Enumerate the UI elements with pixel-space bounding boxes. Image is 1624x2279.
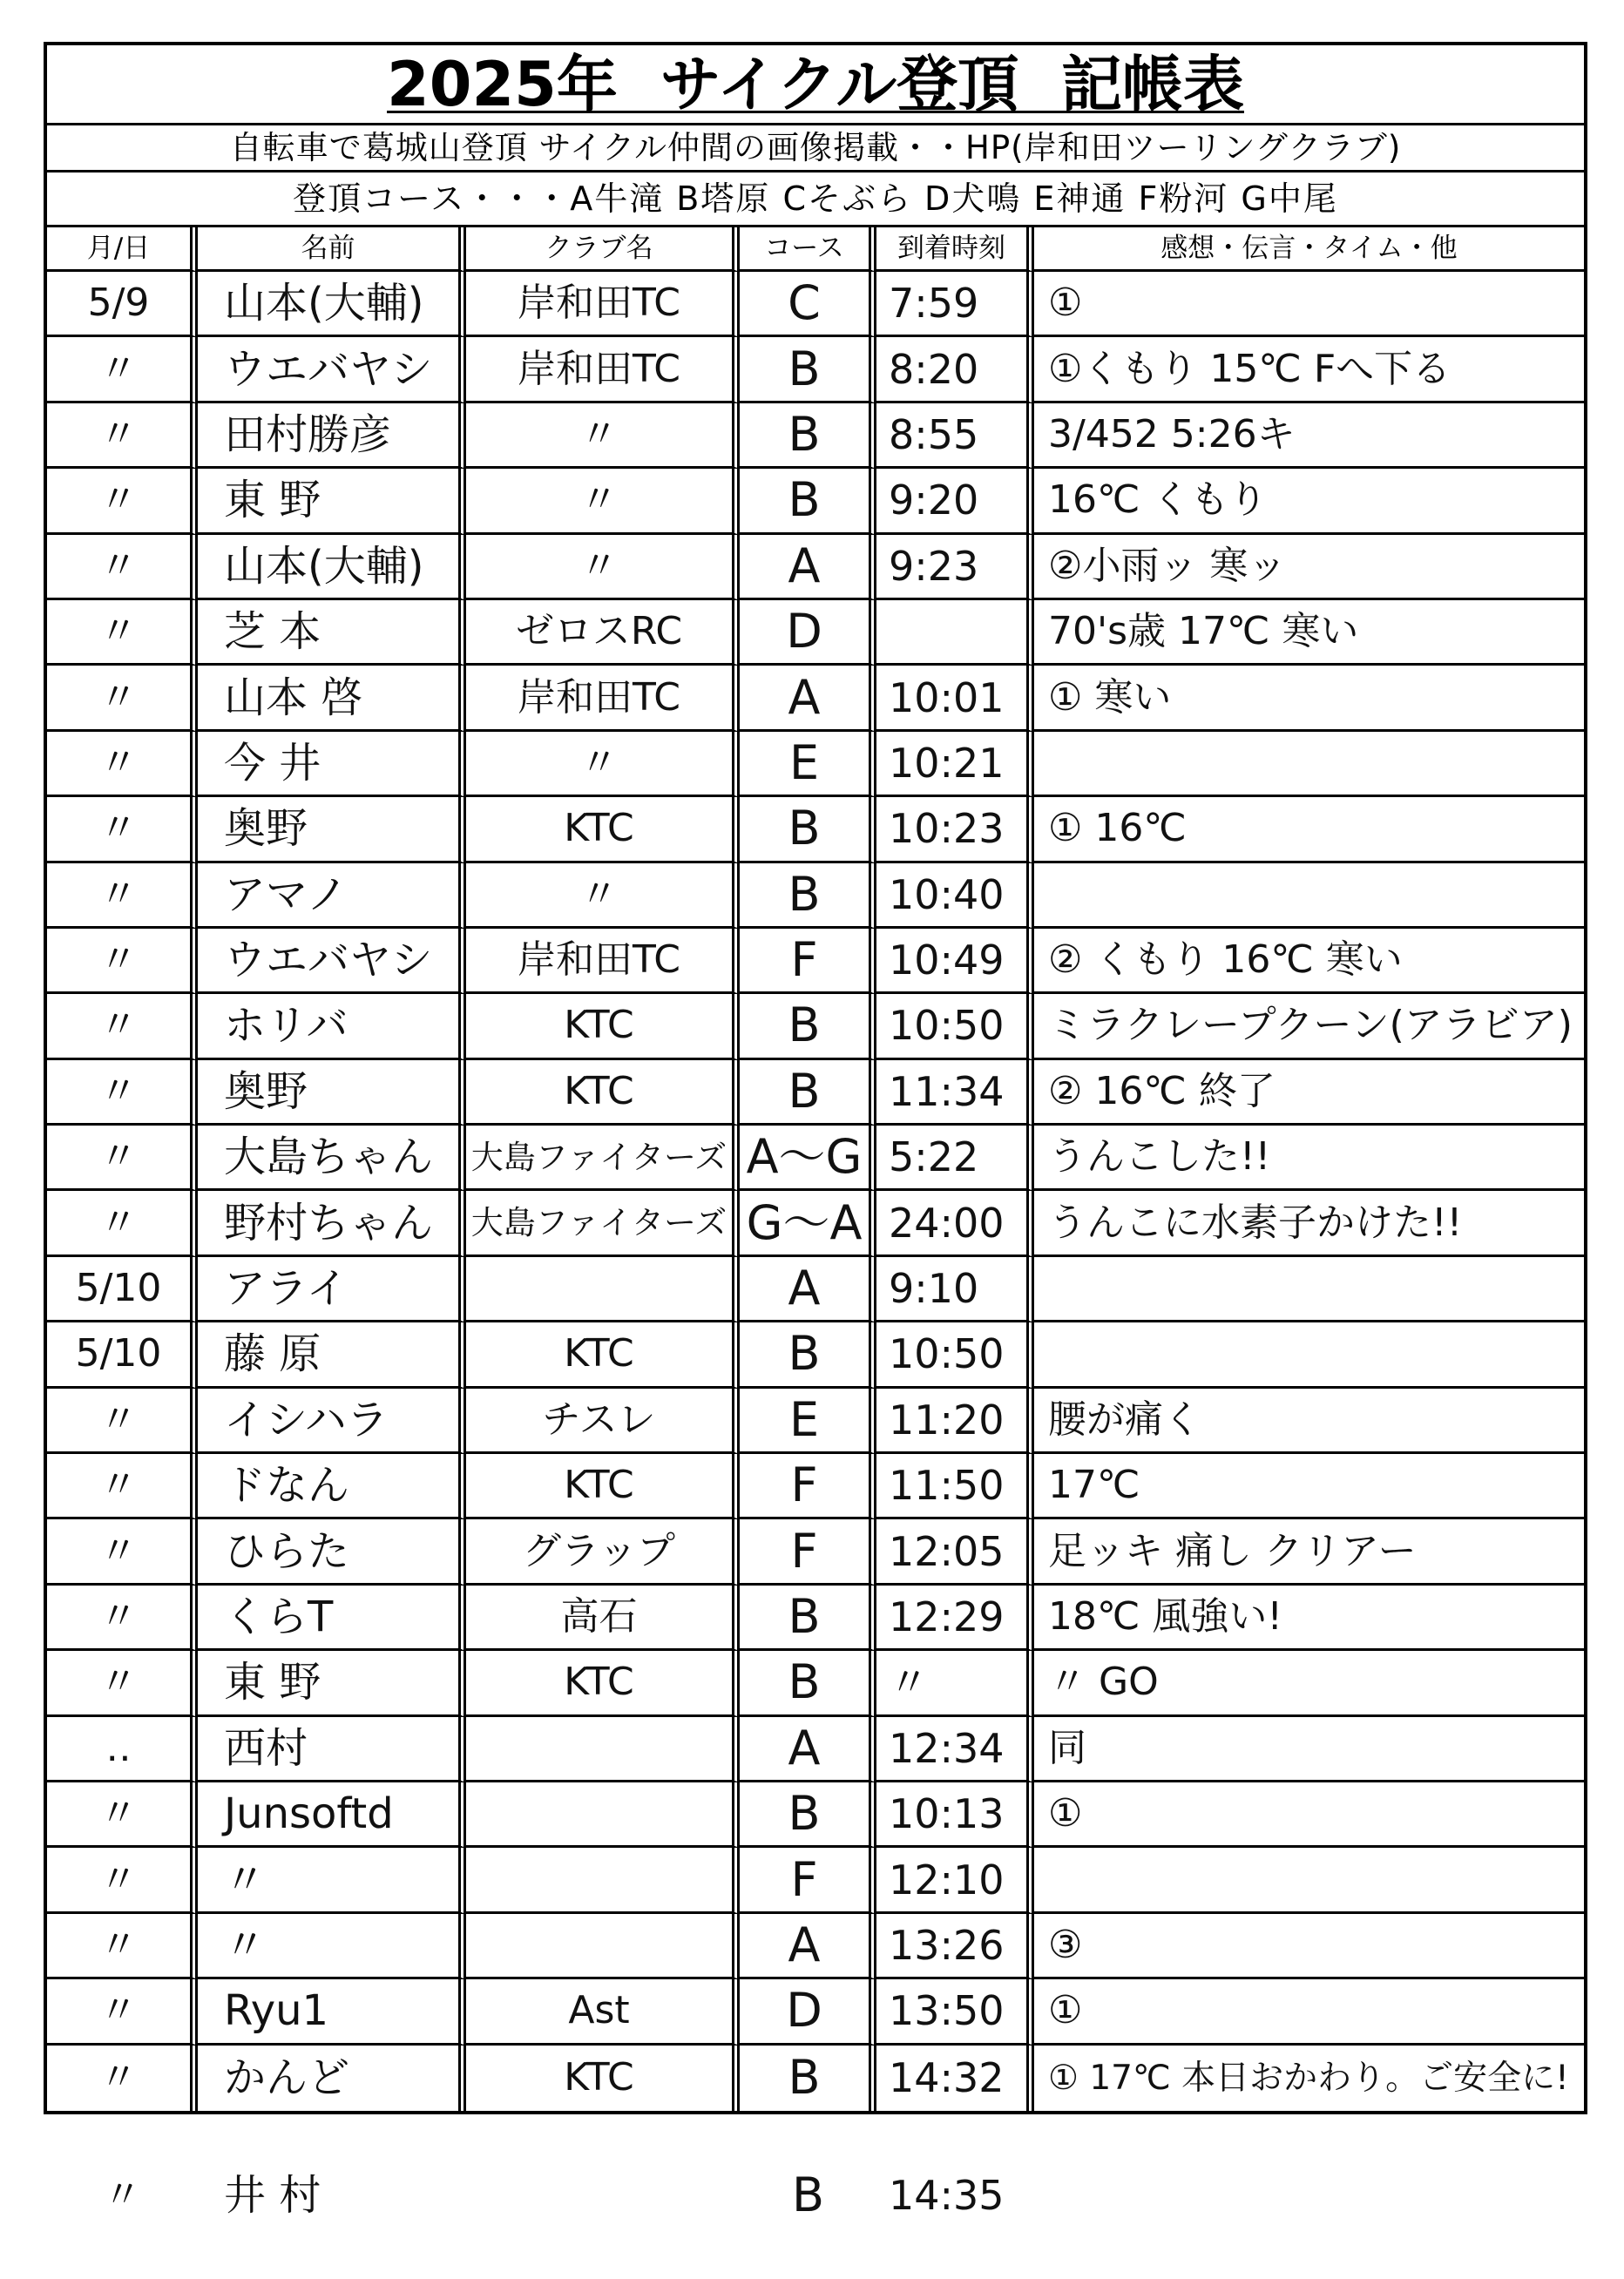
course-cell: F xyxy=(740,1848,876,1913)
time-cell: 10:50 xyxy=(876,994,1034,1059)
note-cell: ① xyxy=(1034,1979,1584,2045)
club-cell: KTC xyxy=(466,994,740,1059)
time-cell: 13:50 xyxy=(876,1979,1034,2045)
name-cell: 野村ちゃん xyxy=(198,1191,466,1256)
time-cell: 10:40 xyxy=(876,863,1034,929)
course-cell: B xyxy=(740,2046,876,2111)
name-cell: ホリバ xyxy=(198,994,466,1059)
name-cell: Junsoftd xyxy=(198,1782,466,1848)
note-cell xyxy=(1034,2161,1584,2230)
name-cell: 西村 xyxy=(198,1717,466,1782)
time-cell: 11:34 xyxy=(876,1060,1034,1126)
date-cell: 〃 xyxy=(47,1586,198,1651)
time-cell: 12:34 xyxy=(876,1717,1034,1782)
course-cell: A〜G xyxy=(740,1126,876,1191)
time-cell: 13:26 xyxy=(876,1914,1034,1979)
name-cell: 山本 啓 xyxy=(198,666,466,731)
club-cell: 大島ファイターズ xyxy=(466,1126,740,1191)
note-cell: ミラクレープクーン(アラビア) xyxy=(1034,994,1584,1059)
log-sheet xyxy=(44,42,1587,2114)
note-cell: 16℃ くもり xyxy=(1034,469,1584,534)
column-header-date: 月/日 xyxy=(47,227,198,272)
date-cell: 〃 xyxy=(47,1519,198,1585)
course-cell: A xyxy=(740,1717,876,1782)
name-cell: 〃 xyxy=(198,1848,466,1913)
date-cell: ‥ xyxy=(47,1717,198,1782)
date-cell: 〃 xyxy=(47,1454,198,1519)
name-cell: ウエバヤシ xyxy=(198,929,466,994)
course-cell: B xyxy=(791,2167,825,2222)
course-cell: A xyxy=(740,535,876,600)
title-row xyxy=(47,45,1584,125)
club-cell xyxy=(466,1848,740,1913)
club-cell: 〃 xyxy=(466,403,740,469)
time-cell: 9:10 xyxy=(876,1257,1034,1322)
date-cell: 5/9 xyxy=(47,272,198,337)
time-cell: 14:32 xyxy=(876,2046,1034,2111)
club-cell: 高石 xyxy=(466,1586,740,1651)
note-cell xyxy=(1034,1322,1584,1388)
name-cell: 奥野 xyxy=(198,797,466,862)
club-cell xyxy=(466,2161,740,2230)
course-cell: B xyxy=(740,403,876,469)
name-cell: アマノ xyxy=(198,863,466,929)
date-cell: 〃 xyxy=(47,1979,198,2045)
sheet-title: 2025年 サイクル登頂 記帳表 xyxy=(387,48,1244,120)
course-cell: G〜A xyxy=(740,1191,876,1256)
date-cell: 〃 xyxy=(47,1782,198,1848)
note-cell: 18℃ 風強い! xyxy=(1034,1586,1584,1651)
name-cell: 山本(大輔) xyxy=(198,272,466,337)
time-cell: 11:50 xyxy=(876,1454,1034,1519)
note-cell xyxy=(1034,1848,1584,1913)
club-cell: Ast xyxy=(466,1979,740,2045)
sheet-subtitle: 自転車で葛城山登頂 サイクル仲間の画像掲載・・HP(岸和田ツーリングクラブ) xyxy=(47,125,1584,172)
note-cell xyxy=(1034,1257,1584,1322)
time-cell: 10:21 xyxy=(876,732,1034,797)
name-cell: 奥野 xyxy=(198,1060,466,1126)
time-cell: 9:23 xyxy=(876,535,1034,600)
club-cell xyxy=(466,1717,740,1782)
course-cell: B xyxy=(740,994,876,1059)
name-cell: くらT xyxy=(198,1586,466,1651)
date-cell: 〃 xyxy=(47,403,198,469)
date-cell: 〃 xyxy=(47,1848,198,1913)
log-table xyxy=(47,272,1584,2111)
time-cell: 8:20 xyxy=(876,337,1034,402)
name-cell: 〃 xyxy=(198,1914,466,1979)
date-cell: 〃 xyxy=(47,666,198,731)
course-cell: A xyxy=(740,666,876,731)
note-cell: 足ッキ 痛し クリアー xyxy=(1034,1519,1584,1585)
name-cell: 大島ちゃん xyxy=(198,1126,466,1191)
club-cell xyxy=(466,1914,740,1979)
club-cell: ゼロスRC xyxy=(466,600,740,666)
column-header-name: 名前 xyxy=(198,227,466,272)
time-cell: 8:55 xyxy=(876,403,1034,469)
name-cell: 田村勝彦 xyxy=(198,403,466,469)
column-header-course: コース xyxy=(740,227,876,272)
course-cell: D xyxy=(740,600,876,666)
club-cell: KTC xyxy=(466,1454,740,1519)
course-cell: C xyxy=(740,272,876,337)
course-cell: B xyxy=(740,797,876,862)
club-cell: KTC xyxy=(466,2046,740,2111)
club-cell: グラップ xyxy=(466,1519,740,1585)
date-cell: 〃 xyxy=(47,2046,198,2111)
course-cell: A xyxy=(740,1914,876,1979)
course-cell: E xyxy=(740,732,876,797)
club-cell: KTC xyxy=(466,797,740,862)
club-cell: KTC xyxy=(466,1651,740,1716)
note-cell: ① 17℃ 本日おかわり。ご安全に! xyxy=(1048,2058,1569,2098)
note-cell: ③ xyxy=(1034,1914,1584,1979)
note-cell: 3/452 5:26キ xyxy=(1034,403,1584,469)
time-cell: 10:01 xyxy=(876,666,1034,731)
date-cell: 〃 xyxy=(47,535,198,600)
note-cell: 同 xyxy=(1034,1717,1584,1782)
course-cell: B xyxy=(740,337,876,402)
club-cell: 〃 xyxy=(466,863,740,929)
name-cell: 今 井 xyxy=(198,732,466,797)
name-cell: ウエバヤシ xyxy=(198,337,466,402)
time-cell: 10:49 xyxy=(876,929,1034,994)
club-cell: 〃 xyxy=(466,732,740,797)
date-cell: 〃 xyxy=(47,1389,198,1454)
note-cell: うんこに水素子かけた!! xyxy=(1034,1191,1584,1256)
date-cell: 〃 xyxy=(103,2173,142,2217)
date-cell: 〃 xyxy=(47,797,198,862)
time-cell: 24:00 xyxy=(876,1191,1034,1256)
note-cell: ① 寒い xyxy=(1034,666,1584,731)
note-cell: ② くもり 16℃ 寒い xyxy=(1034,929,1584,994)
log-header xyxy=(47,227,1584,272)
time-cell: 12:29 xyxy=(876,1586,1034,1651)
name-cell: ドなん xyxy=(198,1454,466,1519)
time-cell: 〃 xyxy=(876,1651,1034,1716)
note-cell: ① xyxy=(1034,1782,1584,1848)
date-cell: 〃 xyxy=(47,929,198,994)
time-cell: 10:13 xyxy=(876,1782,1034,1848)
name-cell: 藤 原 xyxy=(198,1322,466,1388)
column-header-notes: 感想・伝言・タイム・他 xyxy=(1034,227,1584,272)
date-cell: 〃 xyxy=(47,469,198,534)
club-cell: 岸和田TC xyxy=(466,929,740,994)
note-cell: うんこした!! xyxy=(1034,1126,1584,1191)
course-legend: 登頂コース・・・A牛滝 B塔原 Cそぶら D犬鳴 E神通 F粉河 G中尾 xyxy=(47,172,1584,227)
date-cell: 〃 xyxy=(47,732,198,797)
date-cell: 〃 xyxy=(47,1914,198,1979)
column-header-club: クラブ名 xyxy=(466,227,740,272)
course-cell: D xyxy=(740,1979,876,2045)
note-cell: ① xyxy=(1034,272,1584,337)
course-cell: F xyxy=(740,1454,876,1519)
course-cell: E xyxy=(740,1389,876,1454)
time-cell: 10:50 xyxy=(876,1322,1034,1388)
club-cell: 岸和田TC xyxy=(466,272,740,337)
course-cell: B xyxy=(740,1651,876,1716)
course-cell: B xyxy=(740,1060,876,1126)
time-cell: 12:05 xyxy=(876,1519,1034,1585)
club-cell: KTC xyxy=(466,1322,740,1388)
name-cell: 東 野 xyxy=(198,1651,466,1716)
time-cell: 7:59 xyxy=(876,272,1034,337)
name-cell: ひらた xyxy=(198,1519,466,1585)
club-cell xyxy=(466,1257,740,1322)
club-cell: 岸和田TC xyxy=(466,337,740,402)
club-cell: 岸和田TC xyxy=(466,666,740,731)
name-cell: アライ xyxy=(198,1257,466,1322)
club-cell: 大島ファイターズ xyxy=(466,1191,740,1256)
course-cell: B xyxy=(740,1586,876,1651)
name-cell: 東 野 xyxy=(198,469,466,534)
course-cell: B xyxy=(740,1782,876,1848)
note-cell: 〃 GO xyxy=(1034,1651,1584,1716)
date-cell: 5/10 xyxy=(47,1257,198,1322)
course-cell: A xyxy=(740,1257,876,1322)
name-cell: 芝 本 xyxy=(198,600,466,666)
note-cell: 17℃ xyxy=(1034,1454,1584,1519)
note-cell: ① 16℃ xyxy=(1034,797,1584,862)
date-cell: 〃 xyxy=(47,994,198,1059)
note-cell: 腰が痛く xyxy=(1034,1389,1584,1454)
date-cell: 〃 xyxy=(47,337,198,402)
note-cell xyxy=(1034,863,1584,929)
time-cell: 14:35 xyxy=(889,2172,1005,2219)
column-header-time: 到着時刻 xyxy=(876,227,1034,272)
time-cell: 12:10 xyxy=(876,1848,1034,1913)
club-cell: KTC xyxy=(466,1060,740,1126)
time-cell xyxy=(876,600,1034,666)
course-cell: B xyxy=(740,863,876,929)
date-cell: 5/10 xyxy=(47,1322,198,1388)
course-cell: B xyxy=(740,469,876,534)
note-cell xyxy=(1034,732,1584,797)
name-cell: かんど xyxy=(198,2046,466,2111)
club-cell xyxy=(466,1782,740,1848)
note-cell: ② 16℃ 終了 xyxy=(1034,1060,1584,1126)
name-cell: 山本(大輔) xyxy=(198,535,466,600)
note-cell: 70's歳 17℃ 寒い xyxy=(1034,600,1584,666)
date-cell: 〃 xyxy=(47,1191,198,1256)
note-cell: ①くもり 15℃ Fへ下る xyxy=(1034,337,1584,402)
course-cell: B xyxy=(740,1322,876,1388)
time-cell: 9:20 xyxy=(876,469,1034,534)
time-cell: 11:20 xyxy=(876,1389,1034,1454)
name-cell: イシハラ xyxy=(198,1389,466,1454)
club-cell: 〃 xyxy=(466,535,740,600)
date-cell: 〃 xyxy=(47,600,198,666)
course-cell: F xyxy=(740,1519,876,1585)
date-cell: 〃 xyxy=(47,1126,198,1191)
name-cell: Ryu1 xyxy=(198,1979,466,2045)
time-cell: 5:22 xyxy=(876,1126,1034,1191)
unframed-log-rows xyxy=(47,2161,1584,2230)
club-cell: チスレ xyxy=(466,1389,740,1454)
note-cell: ②小雨ッ 寒ッ xyxy=(1034,535,1584,600)
name-cell: 井 村 xyxy=(224,2171,321,2220)
time-cell: 10:23 xyxy=(876,797,1034,862)
date-cell: 〃 xyxy=(47,1651,198,1716)
date-cell: 〃 xyxy=(47,1060,198,1126)
course-cell: F xyxy=(740,929,876,994)
club-cell: 〃 xyxy=(466,469,740,534)
date-cell: 〃 xyxy=(47,863,198,929)
